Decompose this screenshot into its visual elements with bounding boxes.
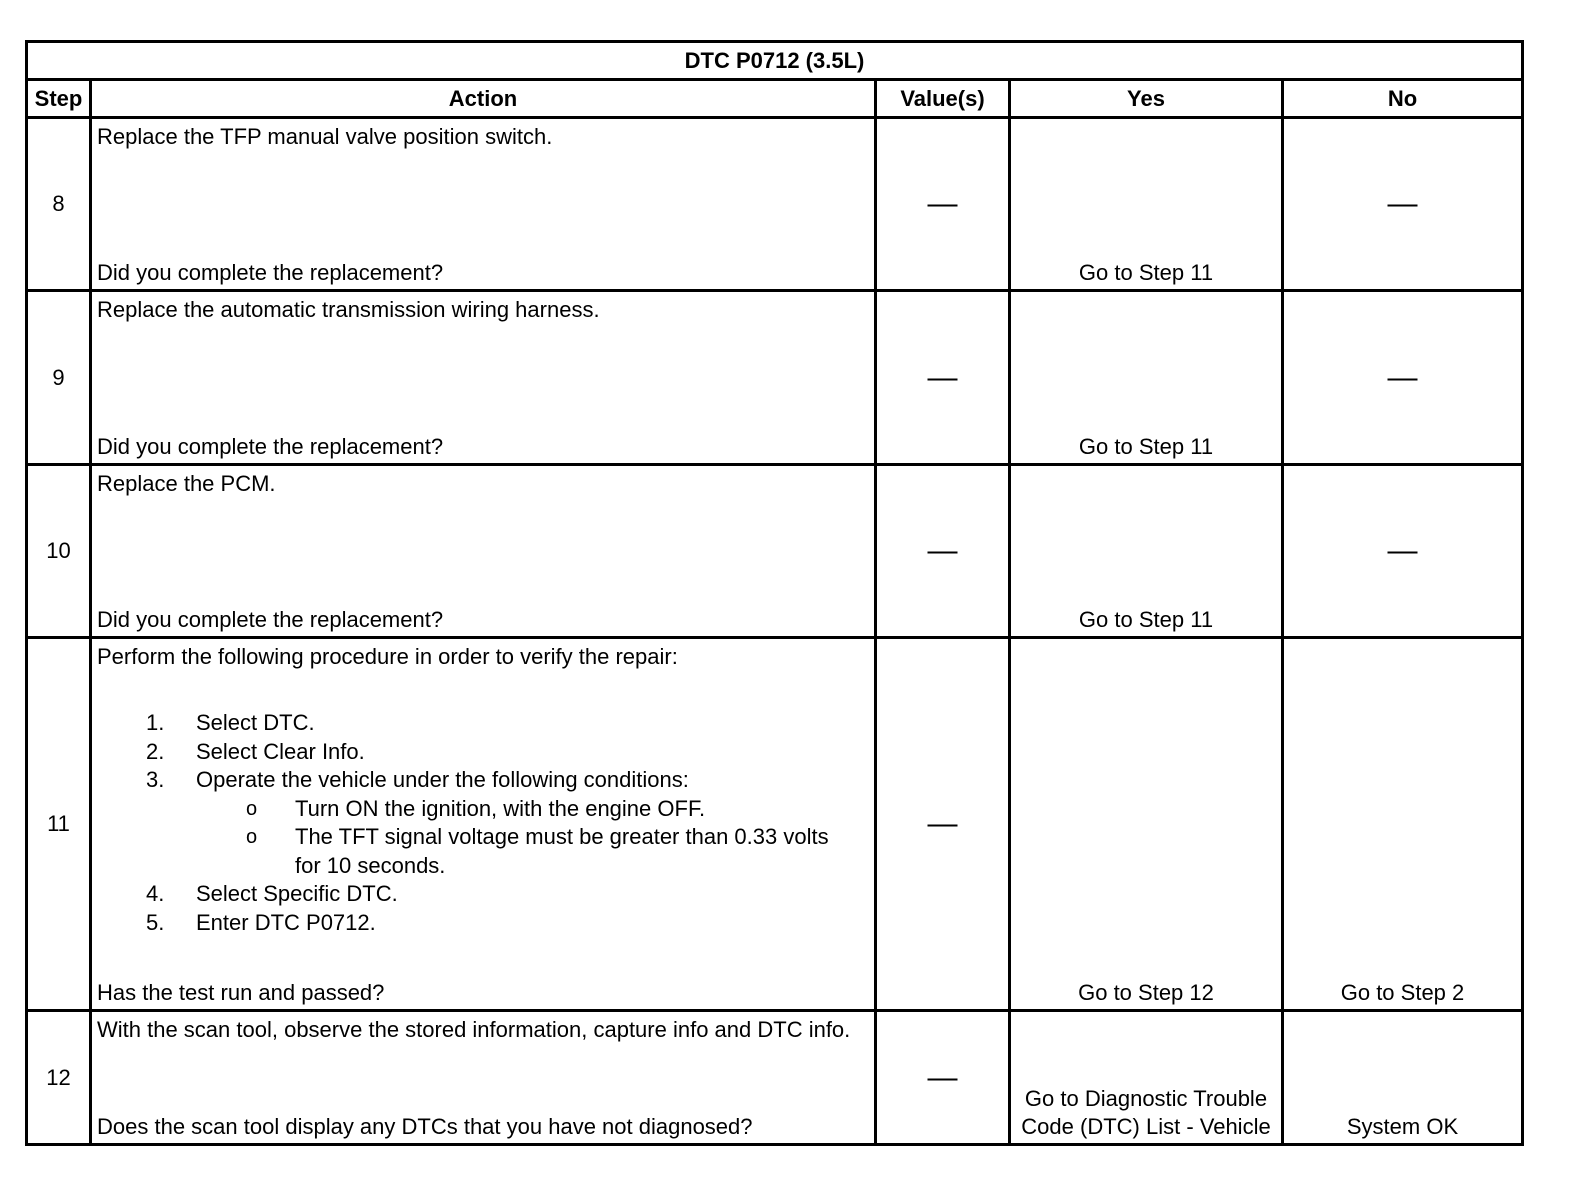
sub-list-item — [196, 823, 855, 880]
value-cell: — — [876, 1011, 1010, 1145]
action-cell — [91, 118, 876, 291]
value-cell: — — [876, 465, 1010, 638]
yes-cell — [1010, 465, 1283, 638]
header-values: Value(s) — [876, 80, 1010, 118]
bullet-icon: o — [246, 797, 258, 820]
action-text: Replace the TFP manual valve position switch. — [97, 124, 553, 149]
table-row-step-11 — [27, 638, 1523, 1011]
header-yes: Yes — [1010, 80, 1283, 118]
step-number: 11 — [27, 638, 91, 1011]
action-text: With the scan tool, observe the stored information, capture info and DTC info. — [97, 1017, 851, 1042]
yes-text: Go to Step 12 — [1078, 980, 1214, 1005]
action-cell — [91, 465, 876, 638]
list-number: 5. — [146, 909, 165, 935]
value-cell: — — [876, 638, 1010, 1011]
no-text: System OK — [1346, 1114, 1459, 1139]
no-cell: — — [1283, 291, 1523, 465]
bullet-icon: o — [246, 826, 258, 848]
yes-text: Go to Diagnostic Trouble Code (DTC) List - Vehicle — [1021, 1086, 1271, 1139]
procedure-list — [97, 709, 874, 937]
step-number: 8 — [27, 118, 91, 291]
action-question: Has the test run and passed? — [97, 980, 385, 1005]
list-text: Select Clear Info. — [196, 738, 365, 764]
value-cell: — — [876, 291, 1010, 465]
action-text: Replace the automatic transmission wiring harness. — [97, 297, 600, 322]
list-item — [97, 709, 874, 738]
header-step: Step — [27, 80, 91, 118]
step-number: 12 — [27, 1011, 91, 1145]
sub-list-text: The TFT signal voltage must be greater than 0.33 volts for 10 seconds. — [295, 824, 829, 878]
yes-text: Go to Step 11 — [1078, 434, 1214, 459]
header-no: No — [1283, 80, 1523, 118]
table-row-step-9 — [27, 291, 1523, 465]
list-item — [97, 766, 874, 880]
action-question: Does the scan tool display any DTCs that you have not diagnosed? — [97, 1114, 753, 1139]
action-cell — [91, 1011, 876, 1145]
table-row-step-10 — [27, 465, 1523, 638]
yes-cell — [1010, 1011, 1283, 1145]
sub-list-text: Turn ON the ignition, with the engine OFF. — [295, 795, 706, 821]
list-number: 3. — [146, 767, 165, 792]
table-title: DTC P0712 (3.5L) — [27, 42, 1523, 80]
no-text: Go to Step 2 — [1340, 980, 1465, 1005]
list-text: Enter DTC P0712. — [196, 909, 376, 935]
conditions-list — [196, 795, 874, 881]
action-text: Perform the following procedure in order to verify the repair: — [97, 644, 678, 669]
list-item — [97, 880, 874, 909]
yes-cell — [1010, 638, 1283, 1011]
table-row-step-12 — [27, 1011, 1523, 1145]
action-question: Did you complete the replacement? — [97, 260, 444, 285]
action-cell — [91, 291, 876, 465]
list-item — [97, 909, 874, 938]
no-cell — [1283, 638, 1523, 1011]
yes-cell — [1010, 291, 1283, 465]
dtc-table — [25, 40, 1524, 1146]
action-question: Did you complete the replacement? — [97, 607, 444, 632]
no-cell: — — [1283, 465, 1523, 638]
yes-text: Go to Step 11 — [1078, 607, 1214, 632]
no-cell — [1283, 1011, 1523, 1145]
list-number: 2. — [146, 738, 165, 764]
step-number: 9 — [27, 291, 91, 465]
list-text: Select DTC. — [196, 710, 315, 735]
sub-list-item — [196, 795, 874, 824]
list-text: Operate the vehicle under the following conditions: — [196, 767, 689, 792]
yes-cell — [1010, 118, 1283, 291]
value-cell: — — [876, 118, 1010, 291]
action-question: Did you complete the replacement? — [97, 434, 444, 459]
list-number: 4. — [146, 881, 165, 906]
yes-text: Go to Step 11 — [1078, 260, 1214, 285]
header-row — [27, 80, 1523, 118]
list-number: 1. — [146, 710, 165, 735]
action-cell — [91, 638, 876, 1011]
title-row — [27, 42, 1523, 80]
step-number: 10 — [27, 465, 91, 638]
table-row-step-8 — [27, 118, 1523, 291]
list-text: Select Specific DTC. — [196, 881, 398, 906]
header-action: Action — [91, 80, 876, 118]
action-text: Replace the PCM. — [97, 471, 276, 496]
list-item — [97, 738, 874, 767]
no-cell: — — [1283, 118, 1523, 291]
